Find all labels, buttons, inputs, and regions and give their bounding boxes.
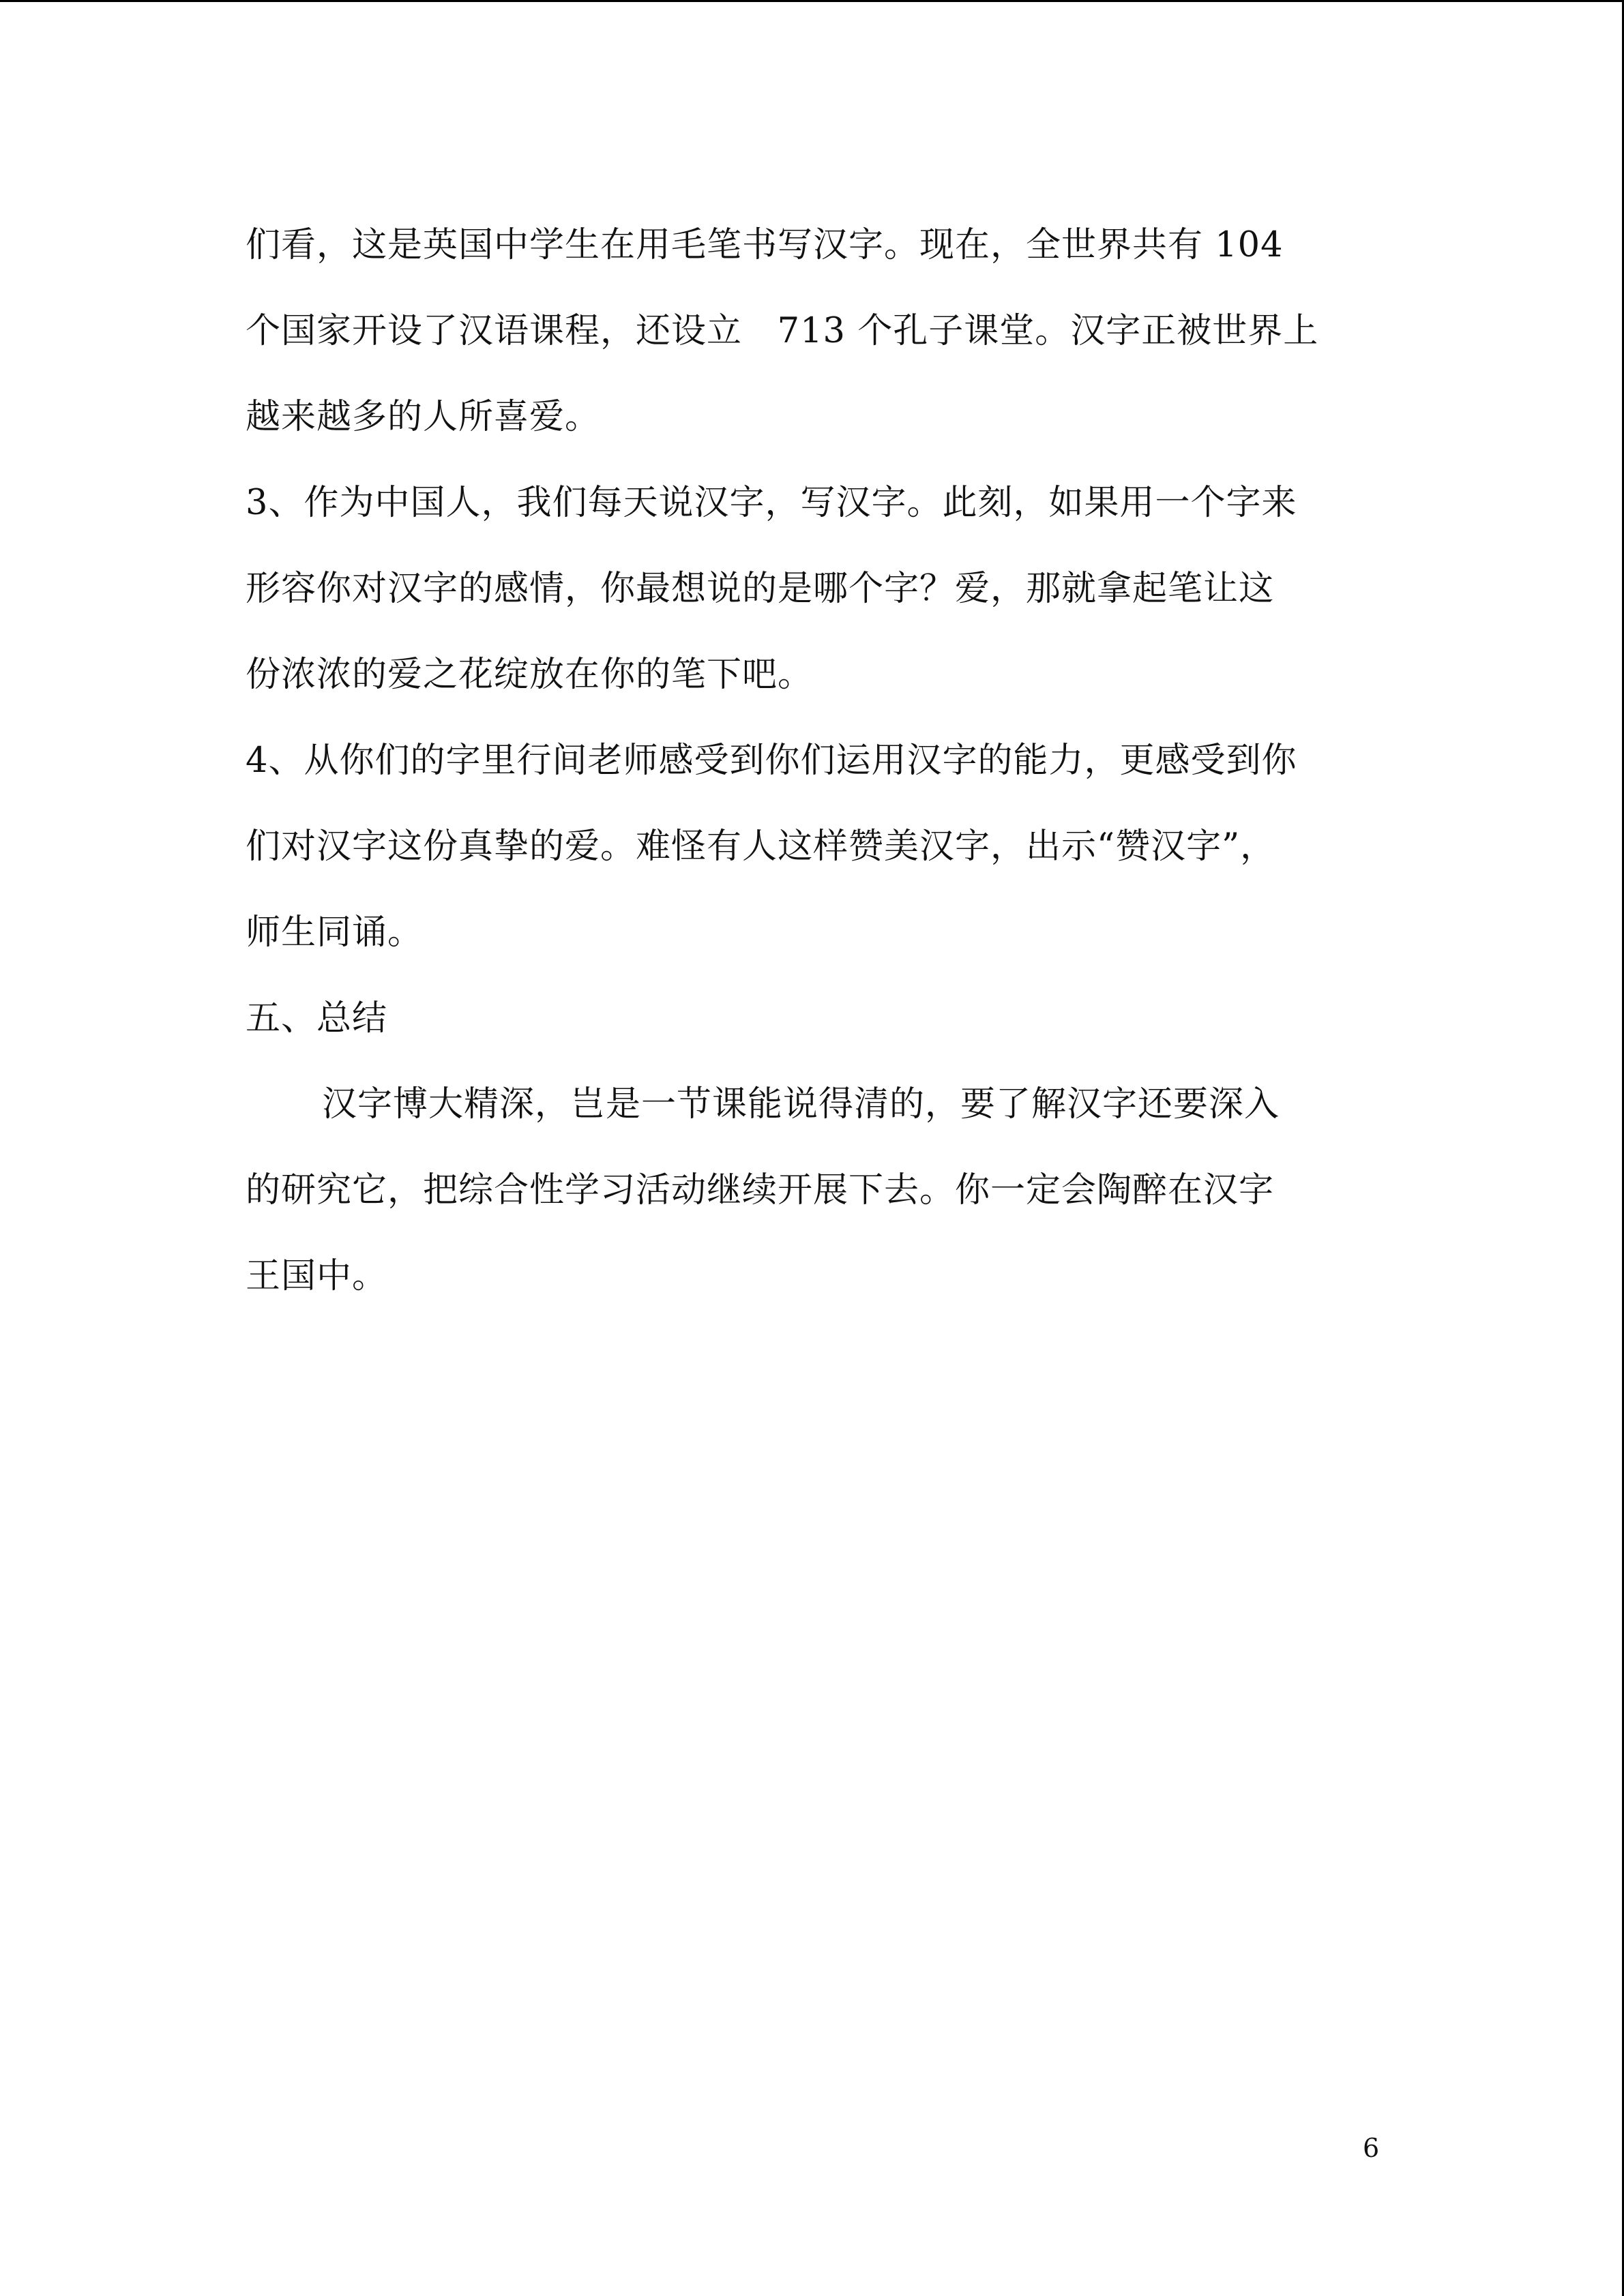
page-top-border xyxy=(0,0,1624,2)
text-line: 个国家开设了汉语课程，还设立 713 个孔子课堂。汉字正被世界上 xyxy=(246,311,1319,351)
text-line: 的研究它，把综合性学习活动继续开展下去。你一定会陶醉在汉字 xyxy=(246,1170,1275,1210)
document-body xyxy=(246,203,1391,1320)
page-number: 6 xyxy=(1363,2133,1380,2163)
text-line: 形容你对汉字的感情，你最想说的是哪个字？爱，那就拿起笔让这 xyxy=(246,569,1275,609)
section-heading: 五、总结 xyxy=(246,998,388,1039)
text-line: 们看，这是英国中学生在用毛笔书写汉字。现在，全世界共有 104 xyxy=(246,225,1284,265)
text-line: 师生同诵。 xyxy=(246,912,424,953)
summary-paragraph: 汉字博大精深，岂是一节课能说得清的，要了解汉字还要深入 xyxy=(322,1084,1280,1124)
text-line: 王国中。 xyxy=(246,1256,388,1296)
text-line: 越来越多的人所喜爱。 xyxy=(246,397,601,437)
list-item-4: 4、从你们的字里行间老师感受到你们运用汉字的能力，更感受到你 xyxy=(246,741,1297,781)
text-line: 份浓浓的爱之花绽放在你的笔下吧。 xyxy=(246,655,814,695)
list-item-3: 3、作为中国人，我们每天说汉字，写汉字。此刻，如果用一个字来 xyxy=(246,483,1297,523)
text-line: 们对汉字这份真挚的爱。难怪有人这样赞美汉字，出示“赞汉字”， xyxy=(246,826,1276,867)
